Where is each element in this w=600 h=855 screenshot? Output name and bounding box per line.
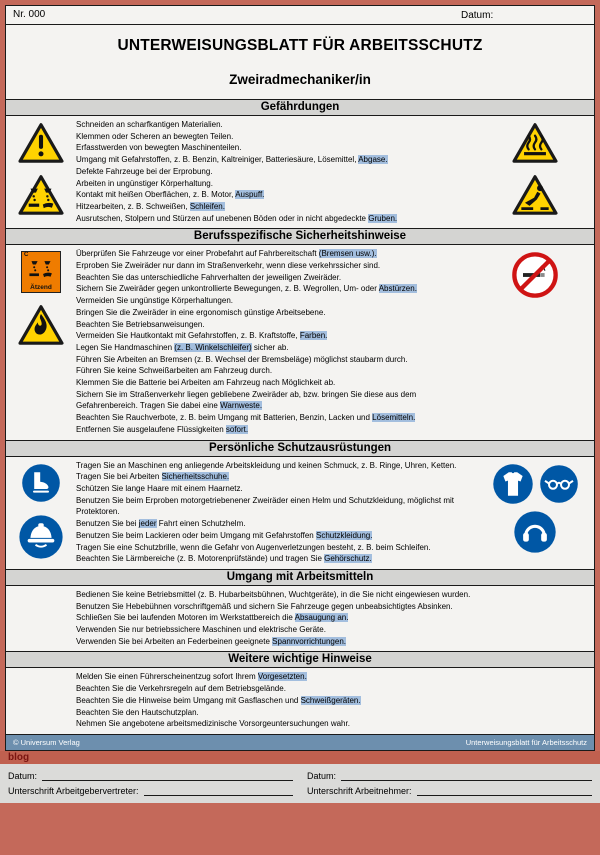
watermark-strip — [0, 751, 600, 764]
form-field-highlight: Vorgesetzten. — [257, 672, 307, 682]
instruction-line — [76, 460, 476, 472]
instruction-line — [76, 178, 476, 190]
form-field-highlight: sofort. — [225, 424, 249, 434]
instruction-line — [76, 272, 476, 284]
instruction-text: Beachten Sie die Verkehrsregeln auf dem Betriebsgelände. — [76, 684, 286, 694]
instruction-text: Erproben Sie Zweiräder nur dann im Straßenverkehr, wenn diese verkehrssicher sind. — [76, 261, 381, 271]
instruction-line — [76, 389, 476, 412]
section-items — [76, 589, 476, 648]
form-field-highlight: (Bremsen usw.). — [318, 249, 377, 259]
instruction-line — [76, 295, 476, 307]
date-left-label: Datum: — [8, 770, 38, 781]
instruction-line — [76, 553, 476, 565]
mandatory-eye-protection-icon — [539, 464, 579, 504]
footer-publisher: © Universum Verlag — [13, 737, 80, 747]
instruction-line — [76, 718, 476, 730]
form-field-highlight: Schweißgeräten. — [300, 695, 361, 705]
instruction-line — [76, 707, 476, 719]
instruction-text: Benutzen Sie Hebebühnen vorschriftgemäß und sichern Sie Fahrzeuge gegen unbeabsichtigtes Absinken. — [76, 601, 453, 611]
instruction-text: Benutzen Sie beim Erproben motorgetriebenener Zweiräder einen Helm und Schutzkleidung, möglichst mit Protektoren. — [76, 495, 457, 517]
form-field-highlight: Abgase. — [358, 155, 388, 165]
section-left-icons — [6, 589, 76, 648]
instruction-line — [76, 201, 476, 213]
date-row — [8, 768, 592, 783]
sections-container — [6, 99, 594, 734]
instruction-line — [76, 612, 476, 624]
instruction-text: Beachten Sie Betriebsanweisungen. — [76, 319, 205, 329]
instruction-text: Beachten Sie Lärmbereiche (z. B. Motorenprüfstände) und tragen Sie — [76, 554, 325, 564]
form-field-highlight: Schutzkleidung. — [315, 530, 373, 540]
form-field-highlight: Auspuff. — [235, 190, 265, 200]
section-title: Persönliche Schutzausrüstungen — [6, 440, 594, 457]
instruction-text: Umgang mit Gefahrstoffen, z. B. Benzin, Kaltreiniger, Batteriesäure, Lösemittel, — [76, 155, 359, 165]
section-right-icons — [476, 671, 594, 730]
worksheet-page — [5, 5, 595, 751]
instruction-text: Defekte Fahrzeuge bei der Erprobung. — [76, 166, 213, 176]
date-right-label: Datum: — [307, 770, 337, 781]
instruction-line — [76, 131, 476, 143]
form-field-highlight: Lösemitteln. — [372, 413, 416, 423]
instruction-line — [76, 166, 476, 178]
instruction-text: Beachten Sie das unterschiedliche Fahrverhalten der jeweiligen Zweiräder. — [76, 272, 342, 282]
instruction-text: Tragen Sie an Maschinen eng anliegende Arbeitskleidung und keinen Schmuck, z. B. Ringe, Uhren, Ketten. — [76, 460, 457, 470]
section-berufsspezifische-sicherheitshinweise — [6, 228, 594, 439]
instruction-line — [76, 495, 476, 518]
instruction-line — [76, 424, 476, 436]
section-left-icons — [6, 248, 76, 435]
date-right-line — [341, 771, 592, 781]
section-items — [76, 460, 476, 565]
instruction-text: Klemmen Sie die Batterie bei Arbeiten am Fahrzeug nach Möglichkeit ab. — [76, 378, 336, 388]
instruction-line — [76, 283, 476, 295]
section-persoenliche-schutzausruestungen — [6, 440, 594, 569]
instruction-text: Melden Sie einen Führerscheinentzug sofort Ihrem — [76, 672, 258, 682]
instruction-line — [76, 377, 476, 389]
instruction-line — [76, 518, 476, 530]
mandatory-foot-protection-icon — [21, 463, 61, 503]
employee-signature-line — [417, 786, 592, 796]
signature-row — [8, 783, 592, 798]
section-left-icons — [6, 119, 76, 224]
date-left-pair — [8, 768, 293, 783]
section-gefaehrdungen — [6, 99, 594, 228]
warning-slip-fall-icon — [512, 174, 558, 215]
section-title: Weitere wichtige Hinweise — [6, 651, 594, 668]
instruction-text: Sichern Sie im Straßenverkehr liegen gebliebene Zweiräder ab, bzw. bringen Sie diese aus dem Gefahrenbereich. Tragen Sie dabei eine — [76, 389, 419, 411]
form-field-highlight: Spannvorrichtungen. — [272, 636, 346, 646]
instruction-text: Vermeiden Sie ungünstige Körperhaltungen. — [76, 296, 233, 306]
section-title: Berufsspezifische Sicherheitshinweise — [6, 228, 594, 245]
instruction-line — [76, 213, 476, 225]
section-items — [76, 248, 476, 435]
instruction-text: Nehmen Sie angebotene arbeitsmedizinische Vorsorgeuntersuchungen wahr. — [76, 719, 350, 729]
document-header-row — [6, 6, 594, 25]
instruction-line — [76, 248, 476, 260]
instruction-line — [76, 542, 476, 554]
instruction-line — [76, 589, 476, 601]
instruction-line — [76, 307, 476, 319]
instruction-text: Verwenden Sie bei Arbeiten an Federbeinen geeignete — [76, 636, 273, 646]
instruction-line — [76, 154, 476, 166]
hazard-caption-label: Ätzend — [30, 284, 52, 292]
date-left-line — [42, 771, 293, 781]
form-field-highlight: jeder — [138, 519, 157, 529]
instruction-line — [76, 683, 476, 695]
instruction-line — [76, 119, 476, 131]
instruction-text: Fahrt einen Schutzhelm. — [156, 519, 246, 529]
instruction-text: Führen Sie keine Schweißarbeiten am Fahrzeug durch. — [76, 366, 273, 376]
instruction-line — [76, 671, 476, 683]
instruction-line — [76, 189, 476, 201]
form-field-highlight: Farben. — [299, 331, 328, 341]
employer-signature-label: Unterschrift Arbeitgebervertreter: — [8, 785, 139, 796]
form-field-highlight: Schleifen. — [189, 201, 225, 211]
section-right-icons — [476, 248, 594, 435]
mandatory-helmet-icon — [18, 514, 64, 560]
instruction-line — [76, 354, 476, 366]
employee-signature-pair — [307, 783, 592, 798]
form-field-highlight: Warnweste. — [220, 401, 263, 411]
instruction-text: Bedienen Sie keine Betriebsmittel (z. B. Hubarbeitsbühnen, Wuchtgeräte), in die Sie nicht eingewiesen wurden. — [76, 589, 471, 599]
instruction-text: Kontakt mit heißen Oberflächen, z. B. Motor, — [76, 190, 236, 200]
form-field-highlight: Gruben. — [368, 213, 398, 223]
section-right-icons — [476, 589, 594, 648]
instruction-line — [76, 342, 476, 354]
form-field-highlight: Gehörschutz. — [324, 554, 372, 564]
page-subtitle: Zweiradmechaniker/in — [229, 72, 371, 87]
instruction-line — [76, 412, 476, 424]
date-right-pair — [307, 768, 592, 783]
instruction-text: Beachten Sie den Hautschutzplan. — [76, 707, 199, 717]
section-right-icons — [476, 460, 594, 565]
instruction-text: Verwenden Sie nur betriebssichere Maschinen und elektrische Geräte. — [76, 625, 326, 635]
instruction-line — [76, 530, 476, 542]
instruction-text: Ausrutschen, Stolpern und Stürzen auf unebenen Böden oder in nicht abgedeckte — [76, 213, 369, 223]
instruction-text: Benutzen Sie bei — [76, 519, 139, 529]
mandatory-protective-clothing-icon — [492, 463, 534, 505]
signature-area — [0, 764, 600, 803]
section-umgang-mit-arbeitsmitteln — [6, 569, 594, 652]
warning-corrosive-icon — [18, 174, 64, 215]
hazard-code-label: C — [24, 252, 29, 259]
employer-signature-pair — [8, 783, 293, 798]
instruction-text: Sichern Sie Zweiräder gegen unkontrollierte Bewegungen, z. B. Wegrollen, Um- oder — [76, 284, 379, 294]
section-items — [76, 119, 476, 224]
instruction-text: Tragen Sie bei Arbeiten — [76, 472, 162, 482]
instruction-text: Legen Sie Handmaschinen — [76, 342, 175, 352]
footer-doc-type: Unterweisungsblatt für Arbeitsschutz — [465, 737, 587, 747]
section-right-icons — [476, 119, 594, 224]
warning-general-icon — [18, 122, 64, 163]
section-left-icons — [6, 460, 76, 565]
instruction-text: Führen Sie Arbeiten an Bremsen (z. B. Wechsel der Bremsbeläge) möglichst staubarm durch. — [76, 354, 408, 364]
instruction-line — [76, 260, 476, 272]
watermark-text: blog — [8, 751, 30, 763]
instruction-text: Benutzen Sie beim Lackieren oder beim Umgang mit Gefahrstoffen — [76, 530, 316, 540]
mandatory-ear-protection-icon — [513, 510, 557, 554]
instruction-line — [76, 330, 476, 342]
instruction-text: Tragen Sie eine Schutzbrille, wenn die Gefahr von Augenverletzungen besteht, z. B. beim Schleifen. — [76, 542, 431, 552]
section-left-icons — [6, 671, 76, 730]
section-title: Umgang mit Arbeitsmitteln — [6, 569, 594, 586]
hazard-corrosive-label-icon — [21, 251, 61, 293]
instruction-text: Arbeiten in ungünstiger Körperhaltung. — [76, 178, 213, 188]
instruction-text: Beachten Sie die Hinweise beim Umgang mit Gasflaschen und — [76, 695, 301, 705]
section-items — [76, 671, 476, 730]
instruction-text: sicher ab. — [251, 342, 289, 352]
instruction-text: Entfernen Sie ausgelaufene Flüssigkeiten — [76, 424, 226, 434]
instruction-line — [76, 319, 476, 331]
instruction-text: Schneiden an scharfkantigen Materialien. — [76, 120, 223, 129]
instruction-text: Beachten Sie Rauchverbote, z. B. beim Umgang mit Batterien, Benzin, Lacken und — [76, 413, 373, 423]
instruction-line — [76, 695, 476, 707]
warning-flammable-icon — [18, 304, 64, 345]
document-number: Nr. 000 — [13, 9, 46, 20]
instruction-line — [76, 636, 476, 648]
instruction-line — [76, 471, 476, 483]
instruction-line — [76, 601, 476, 613]
instruction-line — [76, 365, 476, 377]
instruction-text: Klemmen oder Scheren an bewegten Teilen. — [76, 131, 234, 141]
instruction-text: Erfasstwerden von bewegten Maschinenteilen. — [76, 143, 242, 153]
instruction-text: Hitzearbeiten, z. B. Schweißen, — [76, 201, 190, 211]
form-field-highlight: Abstürzen. — [378, 284, 417, 294]
form-field-highlight: Absaugung an. — [294, 613, 349, 623]
form-field-highlight: Sicherheitsschuhe. — [161, 472, 230, 482]
instruction-line — [76, 142, 476, 154]
instruction-line — [76, 624, 476, 636]
header-date-label: Datum: — [461, 10, 494, 21]
no-smoking-icon — [511, 251, 559, 299]
instruction-text: Bringen Sie die Zweiräder in eine ergonomisch günstige Arbeitsebene. — [76, 307, 326, 317]
warning-hot-surface-icon — [512, 122, 558, 163]
instruction-text: Vermeiden Sie Hautkontakt mit Gefahrstoffen, z. B. Kraftstoffe, — [76, 331, 300, 341]
safety-instruction-sheet — [0, 5, 600, 855]
section-weitere-wichtige-hinweise — [6, 651, 594, 734]
page-title: UNTERWEISUNGSBLATT FÜR ARBEITSSCHUTZ — [117, 37, 483, 54]
instruction-line — [76, 483, 476, 495]
footer-bar — [6, 734, 594, 750]
section-title: Gefährdungen — [6, 99, 594, 116]
employer-signature-line — [144, 786, 293, 796]
instruction-text: Überprüfen Sie Fahrzeuge vor einer Probefahrt auf Fahrbereitschaft — [76, 249, 319, 259]
instruction-text: Schützen Sie lange Haare mit einem Haarnetz. — [76, 483, 243, 493]
instruction-text: Schließen Sie bei laufenden Motoren im Werkstattbereich die — [76, 613, 295, 623]
employee-signature-label: Unterschrift Arbeitnehmer: — [307, 785, 412, 796]
form-field-highlight: (z. B. Winkelschleifer) — [174, 342, 252, 352]
